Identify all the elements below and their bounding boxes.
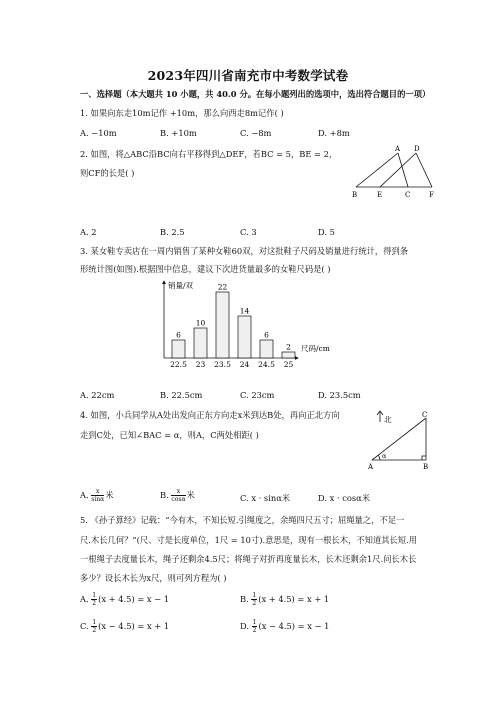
q5-option-a[interactable] (80, 592, 169, 607)
q3-option-b[interactable]: B. 22.5cm (160, 390, 203, 400)
q2-option-b[interactable]: B. 2.5 (160, 227, 185, 237)
q4-option-c-text: x · sinα米 (251, 493, 291, 503)
q5-option-b-letter: B. (240, 594, 249, 604)
fig2-label-c: C (405, 191, 411, 199)
q4-option-a-fraction (91, 488, 104, 503)
question-5-line-2: 尺.木长几何？”(尺、寸是长度单位，1尺 = 10寸).意思是，现有一根长木，不知道其长短.用 (80, 535, 418, 545)
q5-b-half-num: 1 (252, 592, 257, 599)
fig4-label-a: A (368, 463, 374, 471)
q1-option-c[interactable]: C. −8m (240, 128, 272, 138)
q4-option-a-letter: A. (80, 490, 89, 500)
q5-option-b-expr: (x + 4.5) = x + 1 (258, 594, 330, 604)
q4-option-b-fraction (171, 488, 185, 503)
q4-option-b-letter: B. (160, 490, 169, 500)
question-4-line-1: 4. 如图，小兵同学从A处出发向正东方向走x米到达B处，再向正北方向 (80, 410, 340, 420)
q5-c-half-num: 1 (92, 619, 97, 626)
question-5-line-4: 多少？设长木长为x尺，则可列方程为( ) (80, 573, 227, 583)
bar-23.5 (216, 292, 229, 358)
q4-option-a[interactable] (80, 488, 114, 503)
page-title: 2023年四川省南充市中考数学试卷 (147, 68, 349, 83)
q4-a-numerator: x (91, 488, 104, 496)
x-tick-label: 22.5 (170, 360, 187, 369)
x-tick-label: 24.5 (258, 360, 275, 369)
q4-option-b[interactable] (160, 488, 195, 503)
q5-option-a-expr: (x + 4.5) = x − 1 (98, 594, 170, 604)
x-tick-label: 23.5 (214, 360, 231, 369)
q3-option-d[interactable]: D. 23.5cm (318, 390, 361, 400)
q4-option-d-letter: D. (318, 493, 327, 503)
question-2-line-1: 2. 如图，将△ABC沿BC向右平移得到△DEF，若BC = 5，BE = 2， (80, 149, 338, 159)
q5-option-a-letter: A. (80, 594, 89, 604)
q5-b-half (251, 592, 257, 607)
question-5-line-1: 5. 《孙子算经》记载：“今有木，不知长短.引绳度之，余绳四尺五寸；屈绳量之，不足一 (80, 515, 405, 525)
bar-value-label: 22 (217, 282, 228, 292)
bar-23 (194, 328, 207, 358)
bar-24.5 (260, 340, 273, 358)
q2-option-c[interactable]: C. 3 (240, 227, 257, 237)
right-triangle-figure (366, 408, 438, 474)
fig2-label-e: E (377, 191, 383, 199)
q2-option-d[interactable]: D. 5 (318, 227, 335, 237)
question-3-line-2: 形统计图(如图).根据图中信息，建议下次进货量最多的女鞋尺码是( ) (80, 264, 331, 274)
q2-option-a[interactable]: A. 2 (80, 227, 97, 237)
question-1-text: 1. 如果向东走10m记作 +10m，那么向西走8m记作( ) (80, 108, 284, 118)
q5-option-d[interactable] (240, 619, 329, 634)
question-2-line-2: 则CF的长是( ) (80, 168, 135, 178)
bar-value-label: 6 (176, 330, 181, 340)
fig2-label-b: B (352, 191, 358, 199)
fig4-label-alpha: α (382, 452, 387, 460)
shoe-size-bar-chart (150, 278, 350, 376)
fig2-label-f: F (429, 191, 434, 199)
q4-option-d[interactable] (318, 492, 370, 504)
q5-d-half (252, 619, 258, 634)
q5-option-c-letter: C. (80, 621, 89, 631)
q5-option-c-expr: (x − 4.5) = x + 1 (98, 621, 170, 631)
q1-option-b[interactable]: B. +10m (160, 128, 197, 138)
bar-value-label: 10 (195, 318, 206, 328)
q5-b-half-den: 2 (252, 600, 257, 607)
q5-option-c[interactable] (80, 619, 169, 634)
fig4-label-north: 北 (384, 415, 392, 424)
q5-option-d-letter: D. (240, 621, 249, 631)
q1-option-a[interactable]: A. −10m (80, 128, 117, 138)
q4-option-d-text: x · cosα米 (329, 493, 371, 503)
q5-d-half-den: 2 (252, 627, 257, 634)
chart-y-label: 销量/双 (168, 281, 194, 290)
x-tick-label: 23 (195, 360, 206, 369)
bar-value-label: 14 (239, 306, 250, 316)
bar-24 (238, 316, 251, 358)
fig2-label-d: D (414, 145, 420, 153)
bar-22.5 (172, 340, 185, 358)
bar-25 (282, 352, 295, 358)
q4-option-c-letter: C. (240, 493, 249, 503)
question-5-line-3: 一根绳子去度量长木，绳子还剩余4.5尺；将绳子对折再度量长木，长木还剩余1尺.问长木长 (80, 554, 417, 564)
q5-a-half-den: 2 (92, 600, 97, 607)
q4-b-denominator: cosα (171, 496, 186, 503)
x-tick-label: 25 (283, 360, 294, 369)
fig4-label-c: C (422, 411, 428, 419)
q3-option-a[interactable]: A. 22cm (80, 390, 115, 400)
q5-a-half-num: 1 (92, 592, 97, 599)
q5-d-half-num: 1 (252, 619, 257, 626)
translation-triangle-figure (350, 145, 440, 201)
q4-option-a-unit: 米 (105, 490, 114, 500)
x-tick-label: 24 (239, 360, 250, 369)
q4-a-denominator: sinα (91, 496, 105, 503)
q5-c-half (91, 619, 97, 634)
bar-value-label: 2 (286, 342, 291, 352)
q4-b-numerator: x (171, 488, 185, 496)
q5-option-d-expr: (x − 4.5) = x − 1 (258, 621, 330, 631)
question-3-line-1: 3. 某女鞋专卖店在一周内销售了某种女鞋60双，对这批鞋子尺码及销量进行统计，得到条 (80, 246, 409, 256)
q5-c-half-den: 2 (92, 627, 97, 634)
fig4-label-b: B (423, 463, 429, 471)
q1-option-d[interactable]: D. +8m (318, 128, 350, 138)
q3-option-c[interactable]: C. 23cm (240, 390, 275, 400)
fig2-label-a: A (395, 145, 401, 153)
bar-value-label: 6 (264, 330, 269, 340)
q5-a-half (91, 592, 97, 607)
q5-option-b[interactable] (240, 592, 329, 607)
chart-x-label: 尺码/cm (301, 344, 330, 353)
section-heading: 一、选择题（本大题共 10 小题，共 40.0 分。在每小题列出的选项中，选出符合题目的一项） (80, 89, 431, 99)
q4-option-c[interactable] (240, 492, 290, 504)
question-4-line-2: 走到C处，已知∠BAC = α，则A，C两处相距( ) (80, 430, 259, 440)
q4-option-b-unit: 米 (186, 490, 195, 500)
